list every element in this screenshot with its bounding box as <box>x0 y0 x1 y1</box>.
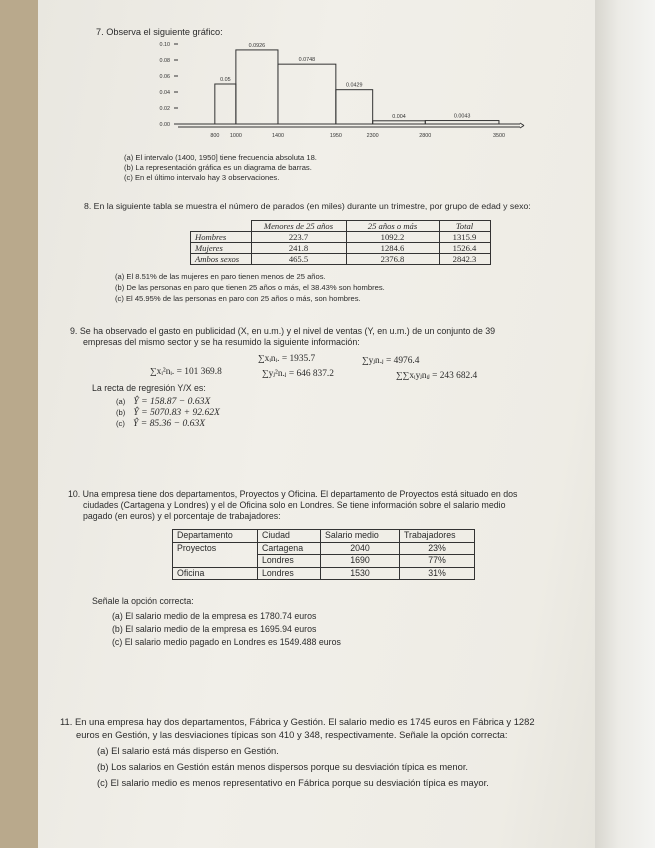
table-cell: 1690 <box>321 555 400 568</box>
table-cell: 77% <box>400 555 475 568</box>
q7-option-a[interactable]: (a) El intervalo (1400, 1950] tiene frecuencia absoluta 18. <box>124 153 317 162</box>
table-cell: Cartagena <box>258 542 321 555</box>
q9-line-2: empresas del mismo sector y se ha resumido la siguiente información: <box>83 337 360 347</box>
table-cell: 1530 <box>321 567 400 580</box>
bar-value-label: 0.0043 <box>453 113 471 120</box>
q9-sum-y2: ∑yⱼ²n.ⱼ = 646 837.2 <box>262 369 334 379</box>
bar-value-label: 0.05 <box>220 77 231 83</box>
background-sheet <box>595 0 655 848</box>
histogram-bar <box>336 90 373 124</box>
table-row <box>173 542 475 555</box>
bar-value-label: 0.0429 <box>346 82 363 89</box>
table-row <box>191 232 491 243</box>
y-tick-label: 0.02 <box>159 106 170 112</box>
table-cell: Oficina <box>173 567 258 580</box>
histogram-bar <box>278 64 336 124</box>
histogram-bar <box>425 121 499 124</box>
table-cell: 1315.9 <box>439 232 490 243</box>
q7-option-c[interactable]: (c) En el último intervalo hay 3 observaciones. <box>124 173 280 182</box>
table-cell: 31% <box>400 567 475 580</box>
table-row <box>191 243 491 254</box>
q11-line-2: euros en Gestión, y las desviaciones típicas son 410 y 348, respectivamente. Señale la opción correcta: <box>76 729 508 740</box>
option-equation: Ŷ = 5070.83 + 92.62X <box>133 407 220 418</box>
table-cell: 1526.4 <box>439 243 490 254</box>
q9-option-c[interactable] <box>116 418 205 429</box>
histogram <box>150 38 530 148</box>
table-row <box>173 567 475 580</box>
table-header: Salario medio <box>321 530 400 543</box>
q8-title: 8. En la siguiente tabla se muestra el número de parados (en miles) durante un trimestre, por grupo de edad y sexo: <box>84 201 531 211</box>
q10-option-c[interactable]: (c) El salario medio pagado en Londres es 1549.488 euros <box>112 637 341 647</box>
table-cell: Londres <box>258 555 321 568</box>
q8-table <box>190 220 491 265</box>
bar-value-label: 0.004 <box>392 113 406 120</box>
table-cell: Ambos sexos <box>191 254 252 265</box>
q10-table <box>172 529 475 580</box>
q9-option-a[interactable] <box>116 396 210 407</box>
table-cell: 2040 <box>321 542 400 555</box>
bar-value-label: 0.0748 <box>298 57 316 64</box>
y-tick-label: 0.10 <box>159 42 170 48</box>
table-header: Ciudad <box>258 530 321 543</box>
q10-option-b[interactable]: (b) El salario medio de la empresa es 1695.94 euros <box>112 624 317 634</box>
q10-line-3: pagado (en euros) y el porcentaje de trabajadores: <box>83 511 281 521</box>
q11-option-b[interactable]: (b) Los salarios en Gestión están menos dispersos porque su desviación típica es menor. <box>97 761 469 772</box>
bar-value-label: 0.0926 <box>248 42 266 49</box>
q8-option-c[interactable]: (c) El 45.95% de las personas en paro con 25 años o más, son hombres. <box>115 294 361 303</box>
x-tick-label: 1000 <box>229 133 242 139</box>
table-cell: 223.7 <box>251 232 346 243</box>
table-cell: Hombres <box>191 232 252 243</box>
q10-line-1: 10. Una empresa tiene dos departamentos, Proyectos y Oficina. El departamento de Proyectos está situado en dos <box>68 489 518 499</box>
q9-option-b[interactable] <box>116 407 220 418</box>
histogram-bar <box>236 50 278 124</box>
q9-sum-x: ∑xᵢnᵢ. = 1935.7 <box>258 354 316 364</box>
table-cell: 2842.3 <box>439 254 490 265</box>
q10-line-2: ciudades (Cartagena y Londres) y el de Oficina solo en Londres. Se tiene información sobre el salario medio <box>83 500 506 510</box>
table-header: 25 años o más <box>346 221 439 232</box>
table-header: Menores de 25 años <box>251 221 346 232</box>
q7-option-b[interactable]: (b) La representación gráfica es un diagrama de barras. <box>124 163 312 172</box>
y-tick-label: 0.08 <box>159 58 170 64</box>
table-row <box>191 221 491 232</box>
table-row <box>173 530 475 543</box>
y-tick-label: 0.06 <box>159 74 170 80</box>
q10-option-a[interactable]: (a) El salario medio de la empresa es 1780.74 euros <box>112 611 317 621</box>
x-tick-label: 2800 <box>419 133 432 139</box>
option-label: (a) <box>116 397 126 406</box>
q10-question: Señale la opción correcta: <box>92 596 194 606</box>
table-header: Trabajadores <box>400 530 475 543</box>
option-label: (c) <box>116 419 125 428</box>
q11-option-c[interactable]: (c) El salario medio es menos representativo en Fábrica porque su desviación típica es mayor. <box>97 777 489 788</box>
table-row <box>191 254 491 265</box>
x-tick-label: 2300 <box>366 133 379 139</box>
q7-title: 7. Observa el siguiente gráfico: <box>96 27 223 37</box>
x-tick-label: 800 <box>210 133 220 139</box>
table-cell: 241.8 <box>251 243 346 254</box>
q9-line-1: 9. Se ha observado el gasto en publicidad (X, en u.m.) y el nivel de ventas (Y, en u.m.) de un conjunto de 39 <box>70 326 496 336</box>
q9-sum-y: ∑yⱼn.ⱼ = 4976.4 <box>362 356 420 366</box>
table-cell: Londres <box>258 567 321 580</box>
q11-line-1: 11. En una empresa hay dos departamentos, Fábrica y Gestión. El salario medio es 1745 euros en Fábrica y 1282 <box>60 716 535 727</box>
table-cell <box>191 221 252 232</box>
y-tick-label: 0.04 <box>159 90 170 96</box>
table-cell: 23% <box>400 542 475 555</box>
q11-option-a[interactable]: (a) El salario está más disperso en Gestión. <box>97 745 279 756</box>
x-tick-label: 3500 <box>492 133 505 139</box>
table-cell: 1092.2 <box>346 232 439 243</box>
y-tick-label: 0.00 <box>159 122 170 128</box>
option-equation: Ŷ = 85.36 − 0.63X <box>132 418 206 429</box>
q9-sum-x2: ∑xᵢ²nᵢ. = 101 369.8 <box>150 367 222 377</box>
x-axis-arrow <box>520 126 524 129</box>
q9-question: La recta de regresión Y/X es: <box>92 383 206 393</box>
x-tick-label: 1400 <box>271 133 284 139</box>
table-cell: 1284.6 <box>346 243 439 254</box>
histogram-bar <box>215 84 236 124</box>
table-header: Total <box>439 221 490 232</box>
option-equation: Ŷ = 158.87 − 0.63X <box>133 396 211 407</box>
q8-option-a[interactable]: (a) El 8.51% de las mujeres en paro tienen menos de 25 años. <box>115 272 326 281</box>
q9-sum-xy: ∑∑xᵢyⱼnᵢⱼ = 243 682.4 <box>396 371 478 381</box>
option-label: (b) <box>116 408 126 417</box>
x-axis-arrow <box>520 123 524 126</box>
table-cell: 465.5 <box>251 254 346 265</box>
table-cell: Mujeres <box>191 243 252 254</box>
table-cell: Proyectos <box>173 542 258 567</box>
table-header: Departamento <box>173 530 258 543</box>
q8-option-b[interactable]: (b) De las personas en paro que tienen 25 años o más, el 38.43% son hombres. <box>115 283 385 292</box>
histogram-bar <box>373 121 426 124</box>
table-cell: 2376.8 <box>346 254 439 265</box>
x-tick-label: 1950 <box>329 133 342 139</box>
